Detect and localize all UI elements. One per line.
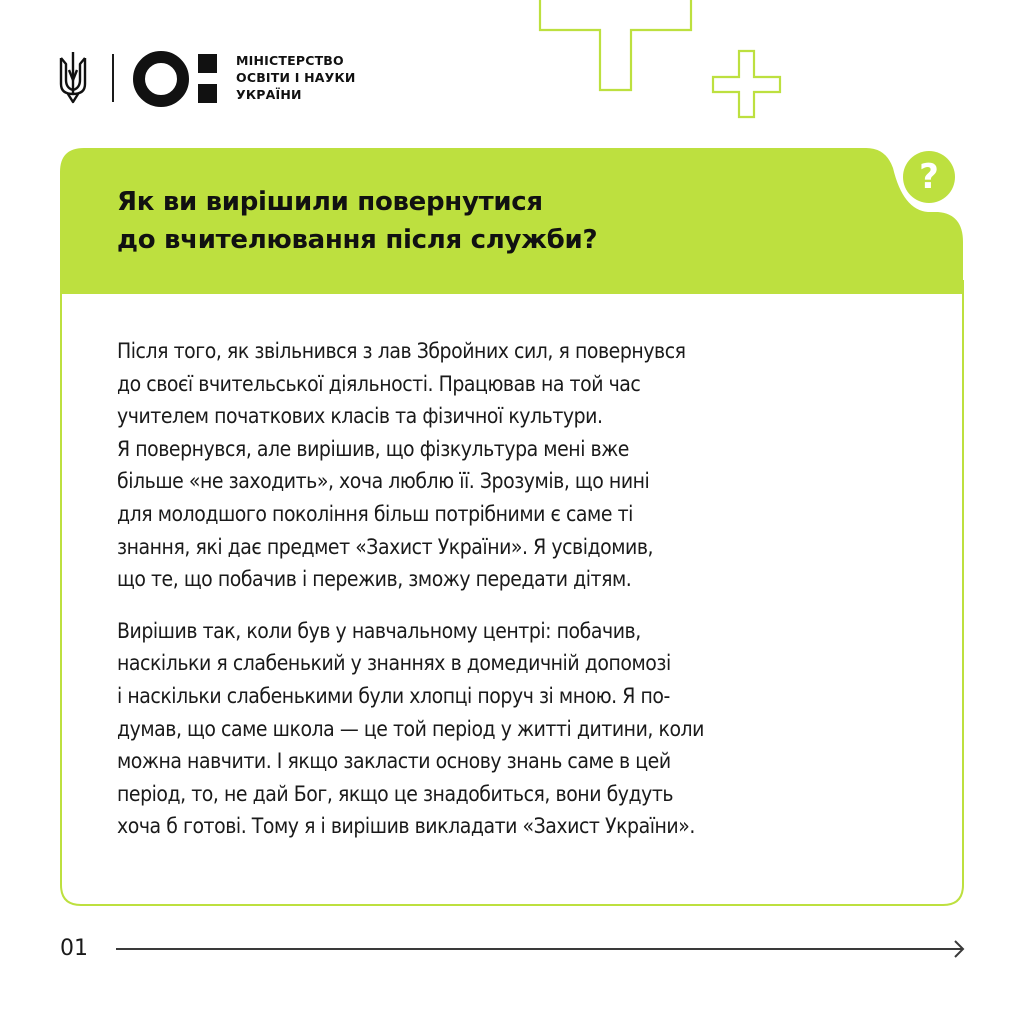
text-line: знання, які дає предмет «Захист України». Я усвідомив, [117, 534, 654, 559]
paragraph [117, 335, 917, 596]
text-line: що те, що побачив і пережив, зможу передати дітям. [117, 567, 632, 592]
question-icon: ? [903, 151, 955, 203]
page-number: 01 [60, 936, 88, 961]
text-line: учителем початкових класів та фізичної культури. [117, 404, 603, 429]
arrow-right-icon[interactable] [110, 936, 970, 962]
ministry-line: УКРАЇНИ [236, 87, 302, 102]
card-body-text [117, 335, 917, 843]
text-line: Вирішив так, коли був у навчальному центрі: побачив, [117, 618, 641, 643]
text-line: період, то, не дай Бог, якщо це знадобиться, вони будуть [117, 781, 674, 806]
text-line: більше «не заходить», хоча люблю її. Зрозумів, що нині [117, 469, 650, 494]
text-line: Після того, як звільнився з лав Збройних сил, я повернувся [117, 339, 686, 363]
text-line: і наскільки слабенькими були хлопці поруч зі мною. Я по- [117, 683, 670, 708]
text-line: Я повернувся, але вирішив, що фізкультура мені вже [117, 436, 629, 461]
text-line: думав, що саме школа — це той період у житті дитини, коли [117, 716, 705, 741]
heading-line: до вчителювання після служби? [117, 225, 598, 255]
card-heading [117, 183, 837, 259]
text-line: наскільки я слабенький у знаннях в домедичній допомозі [117, 651, 671, 676]
text-line: до своєї вчительської діяльності. Працював на той час [117, 371, 641, 396]
text-line: хоча б готові. Тому я і вирішив викладати «Захист України». [117, 814, 695, 839]
ministry-line: ОСВІТИ І НАУКИ [236, 70, 356, 85]
paragraph [117, 615, 917, 843]
heading-line: Як ви вирішили повернутися [117, 187, 543, 217]
ministry-line: МІНІСТЕРСТВО [236, 53, 344, 68]
text-line: можна навчити. І якщо закласти основу знань саме в цей [117, 749, 671, 774]
text-line: для молодшого покоління більш потрібними є саме ті [117, 501, 633, 526]
